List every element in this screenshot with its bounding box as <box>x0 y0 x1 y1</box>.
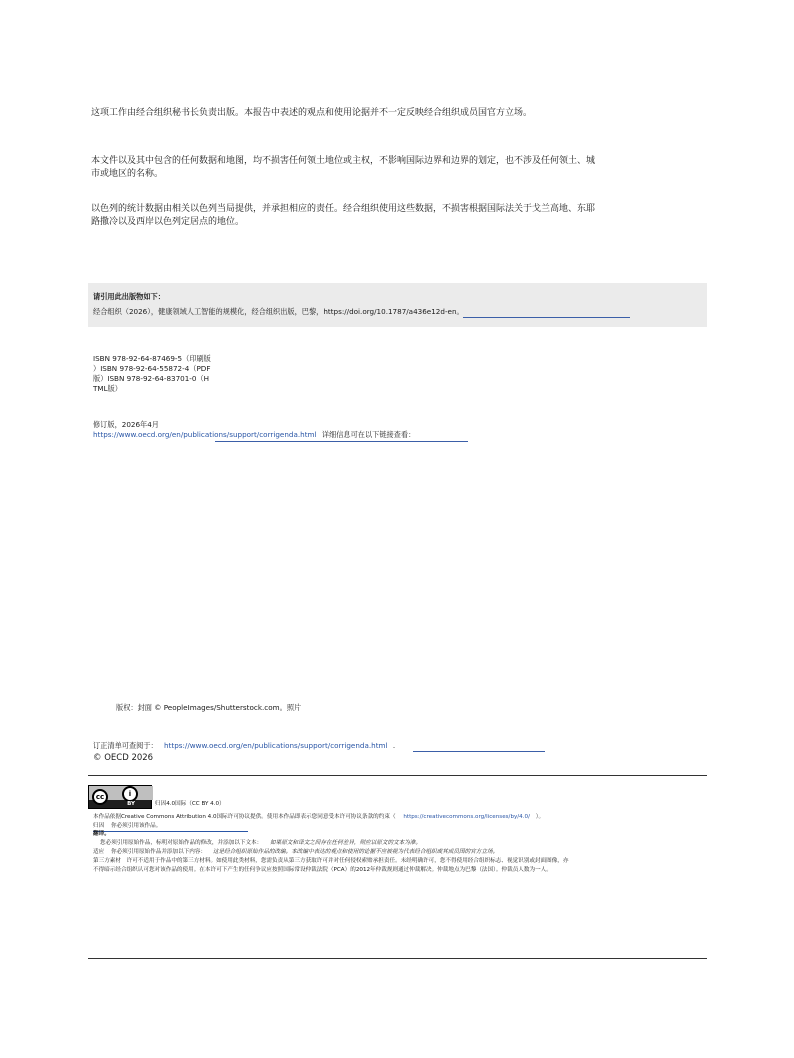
revision-link-line <box>93 430 415 440</box>
citation-box <box>88 283 707 327</box>
disclaimer-paragraph-2-line-1: 本文件以及其中包含的任何数据和地图，均不损害任何领土地位或主权，不影响国际边界和边界的划定，也不涉及任何领土、城 <box>91 156 596 166</box>
license-attribution-underline <box>93 831 248 832</box>
license-translations-italic: 如果原文和译文之间存在任何差异，则应以原文的文本为准。 <box>270 840 422 846</box>
license-translations-line <box>100 839 421 847</box>
copyright-notice: © OECD 2026 <box>93 753 154 763</box>
license-translations-label: 翻译。 <box>93 831 110 837</box>
license-url-link[interactable]: https://creativecommons.org/licenses/by/4.0/ <box>403 814 530 820</box>
citation-doi-link[interactable]: https://doi.org/10.1787/a436e12d-en。 <box>323 307 464 316</box>
citation-text: 经合组织（2026），健康领域人工智能的规模化，经合组织出版，巴黎， <box>93 307 324 316</box>
isbn-line-4: TML版） <box>93 384 122 393</box>
license-adaptations-label: 适应 <box>93 849 105 855</box>
disclaimer-paragraph-2 <box>91 155 711 181</box>
corrigenda-dot: . <box>392 741 396 750</box>
disclaimer-paragraph-3 <box>91 203 711 229</box>
license-bottom-rule <box>88 958 707 959</box>
revision-corrigenda-link[interactable]: https://www.oecd.org/en/publications/support/corrigenda.html <box>93 430 317 439</box>
citation-doi-underline <box>463 317 630 318</box>
corrigenda-link[interactable]: https://www.oecd.org/en/publications/support/corrigenda.html <box>164 741 388 750</box>
revision-link-underline <box>215 441 468 442</box>
cc-by-label: BY <box>127 801 135 807</box>
isbn-line-1: ISBN 978-92-64-87469-5（印刷版 <box>93 354 211 363</box>
license-adaptations-italic: 这是经合组织原始作品的改编。本改编中表达的观点和使用的论据不应被视为代表经合组织或其成员国的官方立场。 <box>212 849 499 855</box>
corrigenda-label: 订正清单可查阅于： <box>93 741 158 750</box>
license-intro-end: ）。 <box>535 814 545 820</box>
citation-text-line <box>93 307 464 317</box>
license-attribution-line <box>93 822 161 830</box>
isbn-line-3: 版）ISBN 978-92-64-83701-0（H <box>93 374 210 383</box>
cc-icon: cc <box>92 789 108 805</box>
isbn-line-2: ）ISBN 978-92-64-55872-4（PDF <box>93 364 211 373</box>
revision-details-text: 详细信息可在以下链接查看： <box>321 430 416 439</box>
license-adaptations-line <box>93 848 498 856</box>
disclaimer-paragraph-3-line-1: 以色列的统计数据由相关以色列当局提供，并承担相应的责任。经合组织使用这些数据，不损害根据国际法关于戈兰高地、东耶 <box>91 204 596 214</box>
license-translations-text: 您必须引用原始作品，标明对原始作品的修改，并添加以下文本： <box>100 840 263 846</box>
disclaimer-paragraph-3-line-2: 路撒冷以及西岸以色列定居点的地位。 <box>91 217 245 227</box>
license-title: 归因4.0国际（CC BY 4.0） <box>155 801 225 807</box>
license-third-party-line-2: 不得暗示经合组织认可您对该作品的使用。在本许可下产生的任何争议应按照国际常设仲裁法院（PCA）的2012年仲裁规则通过仲裁解决。仲裁地点为巴黎（法国）。仲裁员人数为一人。 <box>93 867 552 873</box>
license-top-rule <box>88 775 707 776</box>
disclaimer-paragraph-2-line-2: 市或地区的名称。 <box>91 169 164 179</box>
license-intro: 本作品依据Creative Commons Attribution 4.0国际许可协议提供。使用本作品即表示您同意受本许可协议条款的约束（ <box>93 814 396 820</box>
license-adaptations-text: 你必须引用原始作品并添加以下内容： <box>110 849 207 855</box>
photo-credit: 版权：封面 © PeopleImages/Shutterstock.com。照片 <box>116 703 302 712</box>
license-third-party-line-1: 第三方素材 许可不适用于作品中的第三方材料。如使用此类材料，您需负责从第三方获取许可并对任何侵权索赔承担责任。未经明确许可，您不得使用经合组织标志、视觉识别或封面图像，亦 <box>93 858 569 864</box>
license-attribution-label: 归因 <box>93 823 105 829</box>
corrigenda-line <box>93 741 395 751</box>
citation-heading: 请引用此出版物如下： <box>93 292 165 301</box>
license-intro-line <box>93 813 544 821</box>
license-attribution-text: 你必须引用该作品。 <box>110 823 162 829</box>
attribution-person-icon: i <box>122 786 138 802</box>
corrigenda-underline <box>413 751 545 752</box>
cc-by-logo <box>88 785 152 809</box>
isbn-block <box>93 354 263 394</box>
disclaimer-paragraph-1: 这项工作由经合组织秘书长负责出版。本报告中表述的观点和使用论据并不一定反映经合组织成员国官方立场。 <box>91 108 533 118</box>
revision-date: 修订版，2026年4月 <box>93 420 159 429</box>
